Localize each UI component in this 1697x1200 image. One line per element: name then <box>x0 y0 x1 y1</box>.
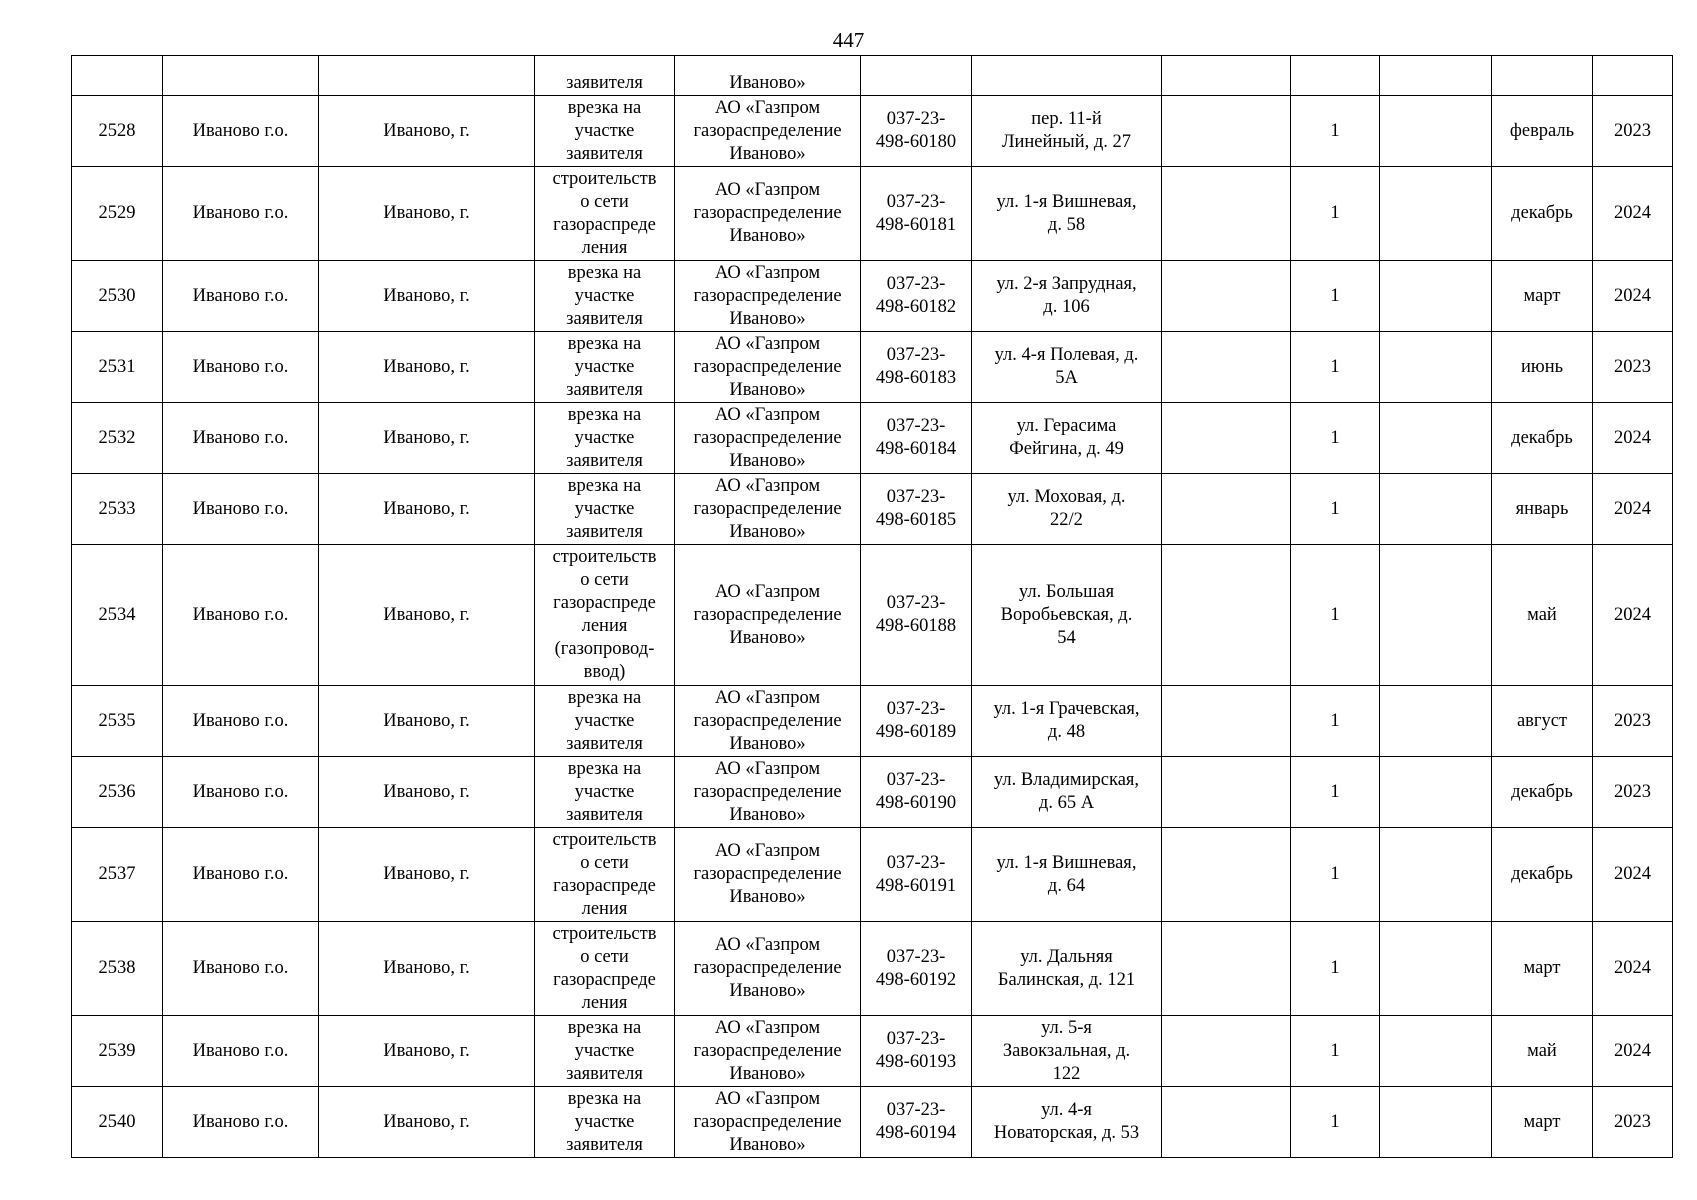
cell-empty-1 <box>1162 167 1291 261</box>
cell-district: Иваново г.о. <box>163 167 319 261</box>
cell-work-type: строительств о сети газораспреде ления <box>535 922 675 1016</box>
cell-locality: Иваново, г. <box>319 828 535 922</box>
cell-num: 2539 <box>72 1016 163 1087</box>
cell-code: 037-23- 498-60185 <box>861 474 972 545</box>
table-row <box>72 686 1673 757</box>
cell-empty-2 <box>1380 332 1492 403</box>
cell-code: 037-23- 498-60194 <box>861 1087 972 1158</box>
cell-empty-1 <box>1162 757 1291 828</box>
cell-month: март <box>1492 1087 1593 1158</box>
table-row <box>72 474 1673 545</box>
cell-year: 2023 <box>1593 686 1673 757</box>
cell-address: ул. 5-я Завокзальная, д. 122 <box>972 1016 1162 1087</box>
cell-qty: 1 <box>1291 757 1380 828</box>
cell-locality: Иваново, г. <box>319 757 535 828</box>
cell-district: Иваново г.о. <box>163 1087 319 1158</box>
cell-district: Иваново г.о. <box>163 922 319 1016</box>
cell-qty: 1 <box>1291 96 1380 167</box>
cell-organization: АО «Газпром газораспределение Иваново» <box>675 1087 861 1158</box>
cell-empty-1 <box>1162 922 1291 1016</box>
table-row <box>72 1016 1673 1087</box>
cell-qty <box>1291 56 1380 96</box>
cell-qty: 1 <box>1291 403 1380 474</box>
cell-locality: Иваново, г. <box>319 922 535 1016</box>
cell-code: 037-23- 498-60184 <box>861 403 972 474</box>
cell-empty-2 <box>1380 1087 1492 1158</box>
cell-work-type: врезка на участке заявителя <box>535 96 675 167</box>
cell-year: 2023 <box>1593 332 1673 403</box>
cell-month: декабрь <box>1492 403 1593 474</box>
cell-address: ул. 1-я Вишневая, д. 64 <box>972 828 1162 922</box>
cell-work-type: заявителя <box>535 56 675 96</box>
cell-year: 2023 <box>1593 757 1673 828</box>
cell-organization: АО «Газпром газораспределение Иваново» <box>675 1016 861 1087</box>
cell-month: март <box>1492 261 1593 332</box>
cell-year: 2024 <box>1593 167 1673 261</box>
cell-organization: АО «Газпром газораспределение Иваново» <box>675 332 861 403</box>
cell-num: 2531 <box>72 332 163 403</box>
cell-month: январь <box>1492 474 1593 545</box>
cell-month <box>1492 56 1593 96</box>
cell-year: 2023 <box>1593 1087 1673 1158</box>
cell-address: ул. Большая Воробьевская, д. 54 <box>972 545 1162 686</box>
cell-qty: 1 <box>1291 474 1380 545</box>
cell-district: Иваново г.о. <box>163 474 319 545</box>
cell-qty: 1 <box>1291 261 1380 332</box>
cell-empty-1 <box>1162 1087 1291 1158</box>
cell-num: 2528 <box>72 96 163 167</box>
cell-organization: АО «Газпром газораспределение Иваново» <box>675 828 861 922</box>
cell-empty-2 <box>1380 828 1492 922</box>
cell-num: 2537 <box>72 828 163 922</box>
cell-address: ул. 1-я Грачевская, д. 48 <box>972 686 1162 757</box>
cell-district: Иваново г.о. <box>163 545 319 686</box>
cell-qty: 1 <box>1291 922 1380 1016</box>
cell-num: 2536 <box>72 757 163 828</box>
cell-address <box>972 56 1162 96</box>
cell-empty-2 <box>1380 757 1492 828</box>
continuation-row <box>72 56 1673 96</box>
cell-organization: АО «Газпром газораспределение Иваново» <box>675 261 861 332</box>
cell-district: Иваново г.о. <box>163 261 319 332</box>
cell-month: май <box>1492 1016 1593 1087</box>
cell-locality: Иваново, г. <box>319 167 535 261</box>
cell-month: июнь <box>1492 332 1593 403</box>
cell-locality: Иваново, г. <box>319 1087 535 1158</box>
cell-district <box>163 56 319 96</box>
table-row <box>72 332 1673 403</box>
cell-locality <box>319 56 535 96</box>
cell-district: Иваново г.о. <box>163 686 319 757</box>
cell-month: декабрь <box>1492 167 1593 261</box>
cell-work-type: строительств о сети газораспреде ления <box>535 828 675 922</box>
cell-year <box>1593 56 1673 96</box>
cell-code: 037-23- 498-60181 <box>861 167 972 261</box>
cell-work-type: врезка на участке заявителя <box>535 1016 675 1087</box>
cell-district: Иваново г.о. <box>163 757 319 828</box>
cell-organization: АО «Газпром газораспределение Иваново» <box>675 757 861 828</box>
cell-month: май <box>1492 545 1593 686</box>
cell-empty-1 <box>1162 474 1291 545</box>
registry-table <box>71 55 1673 1158</box>
cell-month: август <box>1492 686 1593 757</box>
cell-locality: Иваново, г. <box>319 545 535 686</box>
cell-organization: Иваново» <box>675 56 861 96</box>
cell-empty-1 <box>1162 261 1291 332</box>
cell-month: декабрь <box>1492 828 1593 922</box>
table-row <box>72 545 1673 686</box>
cell-empty-1 <box>1162 686 1291 757</box>
cell-organization: АО «Газпром газораспределение Иваново» <box>675 167 861 261</box>
cell-num: 2535 <box>72 686 163 757</box>
cell-locality: Иваново, г. <box>319 474 535 545</box>
cell-work-type: строительств о сети газораспреде ления (газопровод- ввод) <box>535 545 675 686</box>
table-row <box>72 261 1673 332</box>
cell-locality: Иваново, г. <box>319 261 535 332</box>
cell-address: ул. 4-я Новаторская, д. 53 <box>972 1087 1162 1158</box>
table-body <box>72 56 1673 1158</box>
cell-organization: АО «Газпром газораспределение Иваново» <box>675 474 861 545</box>
cell-work-type: строительств о сети газораспреде ления <box>535 167 675 261</box>
cell-year: 2024 <box>1593 828 1673 922</box>
cell-work-type: врезка на участке заявителя <box>535 1087 675 1158</box>
cell-code: 037-23- 498-60182 <box>861 261 972 332</box>
cell-month: декабрь <box>1492 757 1593 828</box>
cell-code: 037-23- 498-60180 <box>861 96 972 167</box>
cell-address: ул. Герасима Фейгина, д. 49 <box>972 403 1162 474</box>
cell-year: 2024 <box>1593 922 1673 1016</box>
cell-empty-2 <box>1380 96 1492 167</box>
cell-district: Иваново г.о. <box>163 828 319 922</box>
cell-code: 037-23- 498-60191 <box>861 828 972 922</box>
cell-work-type: врезка на участке заявителя <box>535 403 675 474</box>
table-row <box>72 403 1673 474</box>
cell-empty-1 <box>1162 828 1291 922</box>
table-row <box>72 96 1673 167</box>
cell-address: ул. Моховая, д. 22/2 <box>972 474 1162 545</box>
cell-year: 2024 <box>1593 545 1673 686</box>
cell-work-type: врезка на участке заявителя <box>535 686 675 757</box>
cell-work-type: врезка на участке заявителя <box>535 261 675 332</box>
cell-locality: Иваново, г. <box>319 1016 535 1087</box>
cell-locality: Иваново, г. <box>319 403 535 474</box>
cell-empty-2 <box>1380 403 1492 474</box>
cell-code: 037-23- 498-60192 <box>861 922 972 1016</box>
cell-district: Иваново г.о. <box>163 96 319 167</box>
cell-year: 2024 <box>1593 403 1673 474</box>
cell-num: 2532 <box>72 403 163 474</box>
cell-code: 037-23- 498-60188 <box>861 545 972 686</box>
cell-empty-2 <box>1380 545 1492 686</box>
page-number: 447 <box>832 28 865 52</box>
table-row <box>72 828 1673 922</box>
cell-empty-2 <box>1380 686 1492 757</box>
cell-code: 037-23- 498-60190 <box>861 757 972 828</box>
cell-empty-2 <box>1380 167 1492 261</box>
cell-district: Иваново г.о. <box>163 332 319 403</box>
cell-locality: Иваново, г. <box>319 332 535 403</box>
cell-empty-1 <box>1162 1016 1291 1087</box>
cell-locality: Иваново, г. <box>319 96 535 167</box>
cell-num: 2540 <box>72 1087 163 1158</box>
cell-empty-1 <box>1162 545 1291 686</box>
cell-code: 037-23- 498-60193 <box>861 1016 972 1087</box>
cell-qty: 1 <box>1291 1087 1380 1158</box>
cell-organization: АО «Газпром газораспределение Иваново» <box>675 686 861 757</box>
cell-num: 2534 <box>72 545 163 686</box>
cell-empty-1 <box>1162 403 1291 474</box>
cell-code <box>861 56 972 96</box>
cell-empty-2 <box>1380 1016 1492 1087</box>
cell-qty: 1 <box>1291 545 1380 686</box>
cell-qty: 1 <box>1291 686 1380 757</box>
cell-num: 2530 <box>72 261 163 332</box>
cell-address: ул. 1-я Вишневая, д. 58 <box>972 167 1162 261</box>
cell-year: 2024 <box>1593 1016 1673 1087</box>
cell-address: ул. 4-я Полевая, д. 5А <box>972 332 1162 403</box>
cell-work-type: врезка на участке заявителя <box>535 332 675 403</box>
cell-address: ул. Владимирская, д. 65 А <box>972 757 1162 828</box>
table-row <box>72 757 1673 828</box>
cell-address: ул. Дальняя Балинская, д. 121 <box>972 922 1162 1016</box>
cell-year: 2024 <box>1593 474 1673 545</box>
cell-num: 2529 <box>72 167 163 261</box>
cell-year: 2024 <box>1593 261 1673 332</box>
cell-locality: Иваново, г. <box>319 686 535 757</box>
cell-month: март <box>1492 922 1593 1016</box>
cell-qty: 1 <box>1291 1016 1380 1087</box>
cell-empty-1 <box>1162 56 1291 96</box>
cell-address: ул. 2-я Запрудная, д. 106 <box>972 261 1162 332</box>
cell-num: 2533 <box>72 474 163 545</box>
cell-organization: АО «Газпром газораспределение Иваново» <box>675 96 861 167</box>
cell-work-type: врезка на участке заявителя <box>535 757 675 828</box>
cell-year: 2023 <box>1593 96 1673 167</box>
cell-month: февраль <box>1492 96 1593 167</box>
table-row <box>72 167 1673 261</box>
cell-qty: 1 <box>1291 828 1380 922</box>
cell-empty-2 <box>1380 922 1492 1016</box>
table-row <box>72 1087 1673 1158</box>
cell-organization: АО «Газпром газораспределение Иваново» <box>675 545 861 686</box>
cell-code: 037-23- 498-60189 <box>861 686 972 757</box>
table-row <box>72 922 1673 1016</box>
cell-qty: 1 <box>1291 332 1380 403</box>
cell-empty-1 <box>1162 332 1291 403</box>
cell-empty-2 <box>1380 56 1492 96</box>
cell-num <box>72 56 163 96</box>
cell-district: Иваново г.о. <box>163 403 319 474</box>
cell-empty-2 <box>1380 474 1492 545</box>
cell-district: Иваново г.о. <box>163 1016 319 1087</box>
cell-work-type: врезка на участке заявителя <box>535 474 675 545</box>
cell-address: пер. 11-й Линейный, д. 27 <box>972 96 1162 167</box>
cell-organization: АО «Газпром газораспределение Иваново» <box>675 922 861 1016</box>
cell-organization: АО «Газпром газораспределение Иваново» <box>675 403 861 474</box>
cell-num: 2538 <box>72 922 163 1016</box>
cell-empty-2 <box>1380 261 1492 332</box>
cell-empty-1 <box>1162 96 1291 167</box>
cell-qty: 1 <box>1291 167 1380 261</box>
cell-code: 037-23- 498-60183 <box>861 332 972 403</box>
